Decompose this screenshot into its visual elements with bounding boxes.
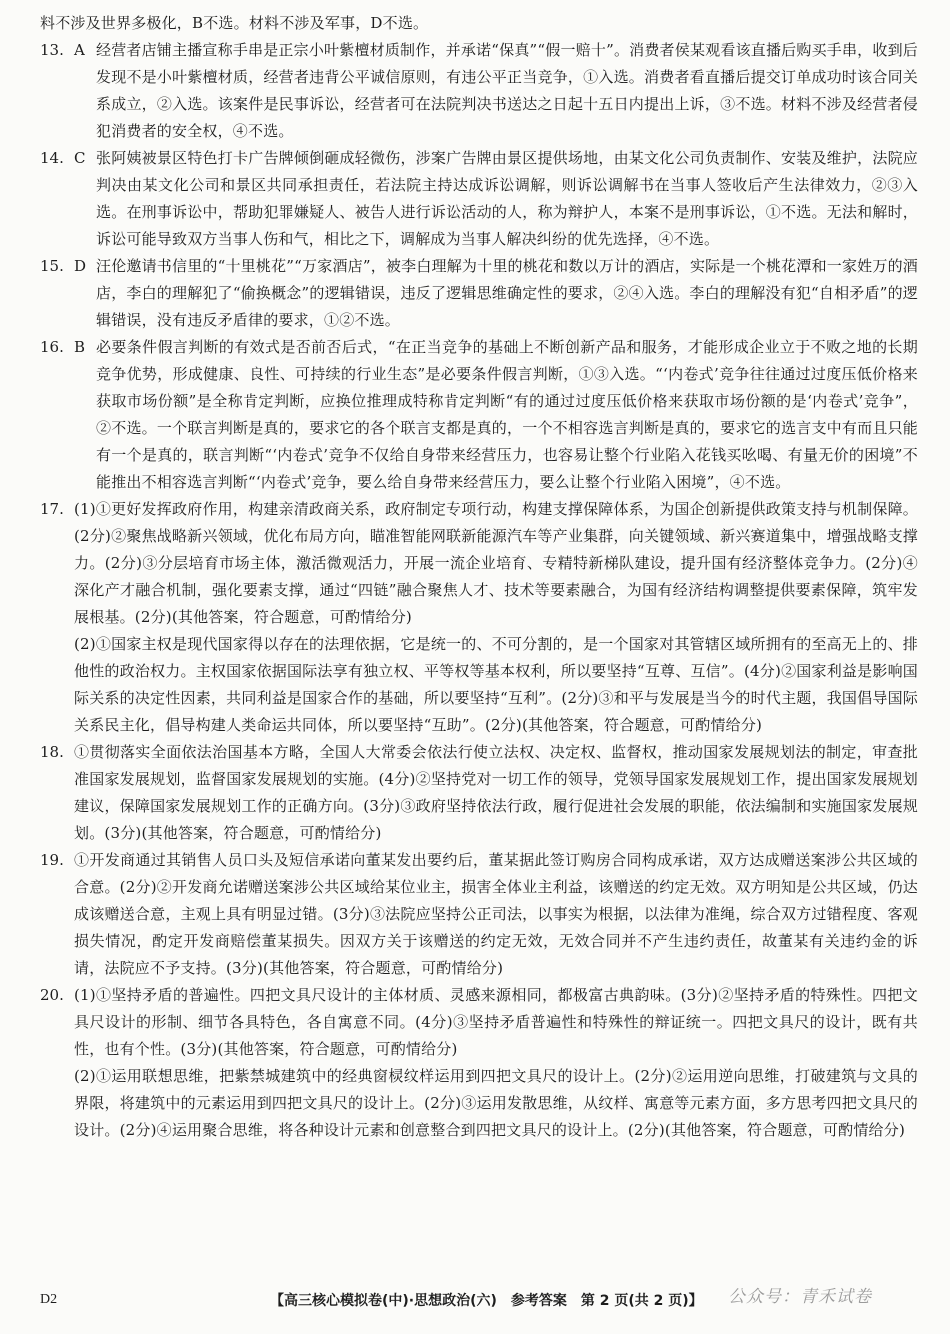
answer-page bbox=[40, 10, 918, 1144]
item-number: 20. bbox=[40, 986, 64, 1004]
item-answer-letter: D bbox=[74, 257, 87, 275]
item-body bbox=[96, 145, 918, 253]
watermark: 公众号：青禾试卷 bbox=[728, 1287, 872, 1307]
item-body bbox=[96, 334, 918, 496]
item-paragraph: 必要条件假言判断的有效式是否前否后式，“在正当竞争的基础上不断创新产品和服务，才能形成企业立于不败之地的长期竞争优势，形成健康、良性、可持续的行业生态”是必要条件假言判断，①③入选。“‘内卷式’竞争往往通过过度压低价格来获取市场份额”是全称肯定判断，应换位推理成特称肯定判断“有的通过过度压低价格来获取市场份额的是‘内卷式’竞争”，②不选。一个联言判断是真的，要求它的各个联言支都是真的，一个不相容选言判断是真的，要求它的选言支中有而且只能有一个是真的，联言判断“‘内卷式’竞争不仅给自身带来经营压力，也容易让整个行业陷入花钱买吆喝、有量无价的困境”不能推出不相容选言判断“‘内卷式’竞争，要么给自身带来经营压力，要么让整个行业陷入困境”，④不选。 bbox=[96, 338, 918, 491]
footer-code: D2 bbox=[40, 1292, 58, 1307]
answer-item bbox=[40, 496, 918, 739]
item-paragraph: (1)①坚持矛盾的普遍性。四把文具尺设计的主体材质、灵感来源相同，都极富古典韵味。(3分)②坚持矛盾的特殊性。四把文具尺设计的形制、细节各具特色，各自寓意不同。(4分)③坚持矛盾普遍性和特殊性的辩证统一。四把文具尺的设计，既有共性，也有个性。(3分)(其他答案，符合题意，可酌情给分) bbox=[74, 986, 918, 1058]
item-answer-letter: A bbox=[74, 41, 85, 59]
item-paragraph: 经营者店铺主播宣称手串是正宗小叶紫檀材质制作，并承诺“保真”“假一赔十”。消费者侯某观看该直播后购买手串，收到后发现不是小叶紫檀材质，经营者违背公平诚信原则，有违公平正当竞争，①入选。消费者看直播后提交订单成功时该合同关系成立，②入选。该案件是民事诉讼，经营者可在法院判决书送达之日起十五日内提出上诉，③不选。材料不涉及经营者侵犯消费者的安全权，④不选。 bbox=[96, 41, 918, 140]
item-body bbox=[74, 982, 918, 1144]
answer-item bbox=[40, 847, 918, 982]
item-paragraph: ①贯彻落实全面依法治国基本方略，全国人大常委会依法行使立法权、决定权、监督权，推动国家发展规划法的制定，审查批准国家发展规划，监督国家发展规划的实施。(4分)②坚持党对一切工作的领导，党领导国家发展规划工作，提出国家发展规划建议，保障国家发展规划工作的正确方向。(3分)③政府坚持依法行政，履行促进社会发展的职能，依法编制和实施国家发展规划。(3分)(其他答案，符合题意，可酌情给分) bbox=[74, 743, 918, 842]
item-number: 16. bbox=[40, 338, 64, 356]
answer-list bbox=[40, 37, 918, 1144]
item-body bbox=[74, 847, 918, 982]
item-paragraph: 汪伦邀请书信里的“十里桃花”“万家酒店”，被李白理解为十里的桃花和数以万计的酒店，实际是一个桃花潭和一家姓万的酒店，李白的理解犯了“偷换概念”的逻辑错误，违反了逻辑思维确定性的要求，②④入选。李白的理解没有犯“自相矛盾”的逻辑错误，没有违反矛盾律的要求，①②不选。 bbox=[96, 257, 918, 329]
item-answer-letter: C bbox=[74, 149, 86, 167]
item-paragraph: (2)①运用联想思维，把紫禁城建筑中的经典窗棂纹样运用到四把文具尺的设计上。(2分)②运用逆向思维，打破建筑与文具的界限，将建筑中的元素运用到四把文具尺的设计上。(2分)③运用发散思维，从纹样、寓意等元素方面，多方思考四把文具尺的设计。(2分)④运用聚合思维，将各种设计元素和创意整合到四把文具尺的设计上。(2分)(其他答案，符合题意，可酌情给分) bbox=[74, 1067, 918, 1139]
footer-title: 【高三核心模拟卷(中)·思想政治(六) 参考答案 第 2 页(共 2 页)】 bbox=[270, 1293, 703, 1309]
item-number: 18. bbox=[40, 743, 64, 761]
item-number: 17. bbox=[40, 500, 64, 518]
item-number: 19. bbox=[40, 851, 64, 869]
item-number: 13. bbox=[40, 41, 64, 59]
answer-item bbox=[40, 253, 918, 334]
answer-item bbox=[40, 739, 918, 847]
item-number: 15. bbox=[40, 257, 64, 275]
answer-item bbox=[40, 334, 918, 496]
item-paragraph: 张阿姨被景区特色打卡广告牌倾倒砸成轻微伤，涉案广告牌由景区提供场地，由某文化公司负责制作、安装及维护，法院应判决由某文化公司和景区共同承担责任，若法院主持达成诉讼调解，则诉讼调解书在当事人签收后产生法律效力，②③入选。在刑事诉讼中，帮助犯罪嫌疑人、被告人进行诉讼活动的人，称为辩护人，本案不是刑事诉讼，①不选。无法和解时，诉讼可能导致双方当事人伤和气，相比之下，调解成为当事人解决纠纷的优先选择，④不选。 bbox=[96, 149, 918, 248]
answer-item bbox=[40, 37, 918, 145]
item-body bbox=[74, 496, 918, 739]
item-paragraph: (2)①国家主权是现代国家得以存在的法理依据，它是统一的、不可分割的，是一个国家对其管辖区域所拥有的至高无上的、排他性的政治权力。主权国家依据国际法享有独立权、平等权等基本权利，所以要坚持“互尊、互信”。(4分)②国家利益是影响国际关系的决定性因素，共同利益是国家合作的基础，所以要坚持“互利”。(2分)③和平与发展是当今的时代主题，我国倡导国际关系民主化，倡导构建人类命运共同体，所以要坚持“互助”。(2分)(其他答案，符合题意，可酌情给分) bbox=[74, 635, 918, 734]
item-body bbox=[96, 253, 918, 334]
item-paragraph: ①开发商通过其销售人员口头及短信承诺向董某发出要约后，董某据此签订购房合同构成承诺，双方达成赠送案涉公共区域的合意。(2分)②开发商允诺赠送案涉公共区域给某位业主，损害全体业主利益，该赠送的约定无效。双方明知是公共区域，仍达成该赠送合意，主观上具有明显过错。(3分)③法院应坚持公正司法，以事实为根据，以法律为准绳，综合双方过错程度、客观损失情况，酌定开发商赔偿董某损失。因双方关于该赠送的约定无效，无效合同并不产生违约责任，故董某有关违约金的诉请，法院应不予支持。(3分)(其他答案，符合题意，可酌情给分) bbox=[74, 851, 918, 977]
item-number: 14. bbox=[40, 149, 64, 167]
answer-item bbox=[40, 145, 918, 253]
item-body bbox=[74, 739, 918, 847]
item-body bbox=[96, 37, 918, 145]
item-answer-letter: B bbox=[74, 338, 86, 356]
item-paragraph: (1)①更好发挥政府作用，构建亲清政商关系，政府制定专项行动，构建支撑保障体系，为国企创新提供政策支持与机制保障。(2分)②聚焦战略新兴领域，优化布局方向，瞄准智能网联新能源汽车等产业集群，向关键领域、新兴赛道集中，增强战略支撑力。(2分)③分层培育市场主体，激活微观活力，开展一流企业培育、专精特新梯队建设，提升国有经济整体竞争力。(2分)④深化产才融合机制，强化要素支撑，通过“四链”融合聚焦人才、技术等要素融合，为国有经济结构调整提供要素保障，筑牢发展根基。(2分)(其他答案，符合题意，可酌情给分) bbox=[74, 500, 918, 626]
answer-item bbox=[40, 982, 918, 1144]
intro-text: 料不涉及世界多极化，B不选。材料不涉及军事，D不选。 bbox=[40, 14, 429, 32]
